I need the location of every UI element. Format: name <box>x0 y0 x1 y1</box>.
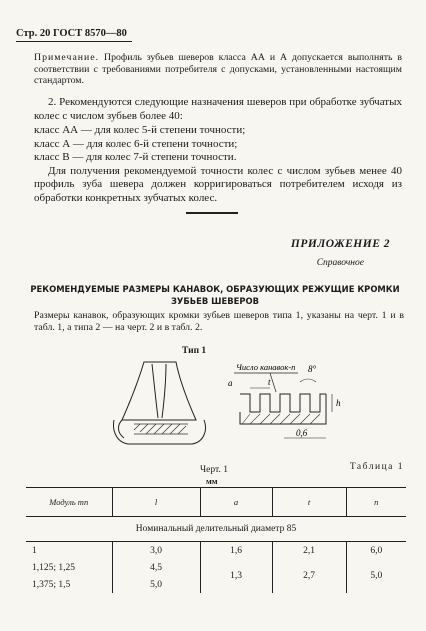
page-number: Стр. 20 <box>16 28 51 39</box>
standard-code: ГОСТ 8570—80 <box>52 28 127 39</box>
header-module: Модуль mn <box>26 488 112 517</box>
cell-module: 1 <box>32 545 37 556</box>
dim-06-label: 0,6 <box>296 428 308 438</box>
cell-l: 4,5 <box>112 559 200 576</box>
appendix-title: ПРИЛОЖЕНИЕ 2 <box>290 238 390 250</box>
cell-l: 5,0 <box>112 576 200 593</box>
dim-h-label: h <box>336 398 341 408</box>
para2-intro: 2. Рекомендуются следующие назначения шеверов при обработке зубчатых колес с числом зубьев более 40: <box>34 96 402 122</box>
cell-l: 3,0 <box>112 542 200 560</box>
span-row <box>26 517 406 542</box>
dim-t-label: t <box>268 377 271 387</box>
cell-t: 2,7 <box>272 559 346 593</box>
class-b-line: класс В — для колес 7-й степени точности. <box>34 151 237 163</box>
header-rule <box>16 41 132 42</box>
cell-a: 1,3 <box>200 559 272 593</box>
leader-line <box>270 373 276 392</box>
header-l: l <box>112 488 200 517</box>
note-label: Примечание. <box>34 52 100 63</box>
dim-a-label: a <box>228 378 233 388</box>
gear-tooth-profile <box>114 362 206 444</box>
figure-type-label: Тип 1 <box>182 346 207 356</box>
intro-paragraph: Размеры канавок, образующих кромки зубьев шеверов типа 1, указаны на черт. 1 и в табл. 1, а типа 2 — на черт. 2 и в табл. 2. <box>34 310 404 333</box>
header-n: n <box>346 488 406 517</box>
data-table <box>26 487 406 593</box>
header-a: a <box>200 488 272 517</box>
table-row <box>26 542 406 560</box>
appendix-subtitle: Справочное <box>316 258 364 268</box>
class-aa-line: класс АА — для колес 5-й степени точности; <box>34 124 246 136</box>
angle-label: 8° <box>308 364 317 374</box>
note-paragraph <box>34 52 402 87</box>
table-row <box>26 559 406 576</box>
groove-profile <box>240 394 326 424</box>
cell-t: 2,1 <box>272 542 346 560</box>
table-header-row <box>26 488 406 517</box>
figure-caption: Черт. 1 <box>200 465 228 475</box>
cell-module: 1,375; 1,5 <box>32 579 71 590</box>
groove-count-label: Число канавок-n <box>236 362 296 372</box>
angle-arc <box>300 379 316 382</box>
header-t: t <box>272 488 346 517</box>
cell-module: 1,125; 1,25 <box>32 562 76 573</box>
para2-tail: Для получения рекомендуемой точности колес с числом зубьев менее 40 профиль зуба шевера должен корригироваться потребителем исходя из обработки конкретных зубчатых колес. <box>34 164 402 204</box>
cell-n: 5,0 <box>346 559 406 593</box>
cell-n: 6,0 <box>346 542 406 560</box>
groove-hatching <box>242 414 320 424</box>
page-header <box>16 28 132 42</box>
section-title: РЕКОМЕНДУЕМЫЕ РАЗМЕРЫ КАНАВОК, ОБРАЗУЮЩИХ РЕЖУЩИЕ КРОМКИ ЗУБЬЕВ ШЕВЕРОВ <box>30 284 400 306</box>
table-label: Таблица 1 <box>349 462 404 472</box>
section-divider <box>186 212 238 214</box>
cell-a: 1,6 <box>200 542 272 560</box>
class-a-line: класс А — для колес 6-й степени точности; <box>34 137 238 150</box>
note-text: Профиль зубьев шеверов класса АА и А допускается выполнять в соответствии с требованиями потребителя с допусками, установленными настоящим стандартом. <box>34 52 402 86</box>
hatched-section <box>134 424 188 434</box>
units-label: мм <box>206 476 218 486</box>
figure-1-drawing <box>100 352 360 457</box>
diameter-caption: Номинальный делительный диаметр 85 <box>26 517 406 542</box>
